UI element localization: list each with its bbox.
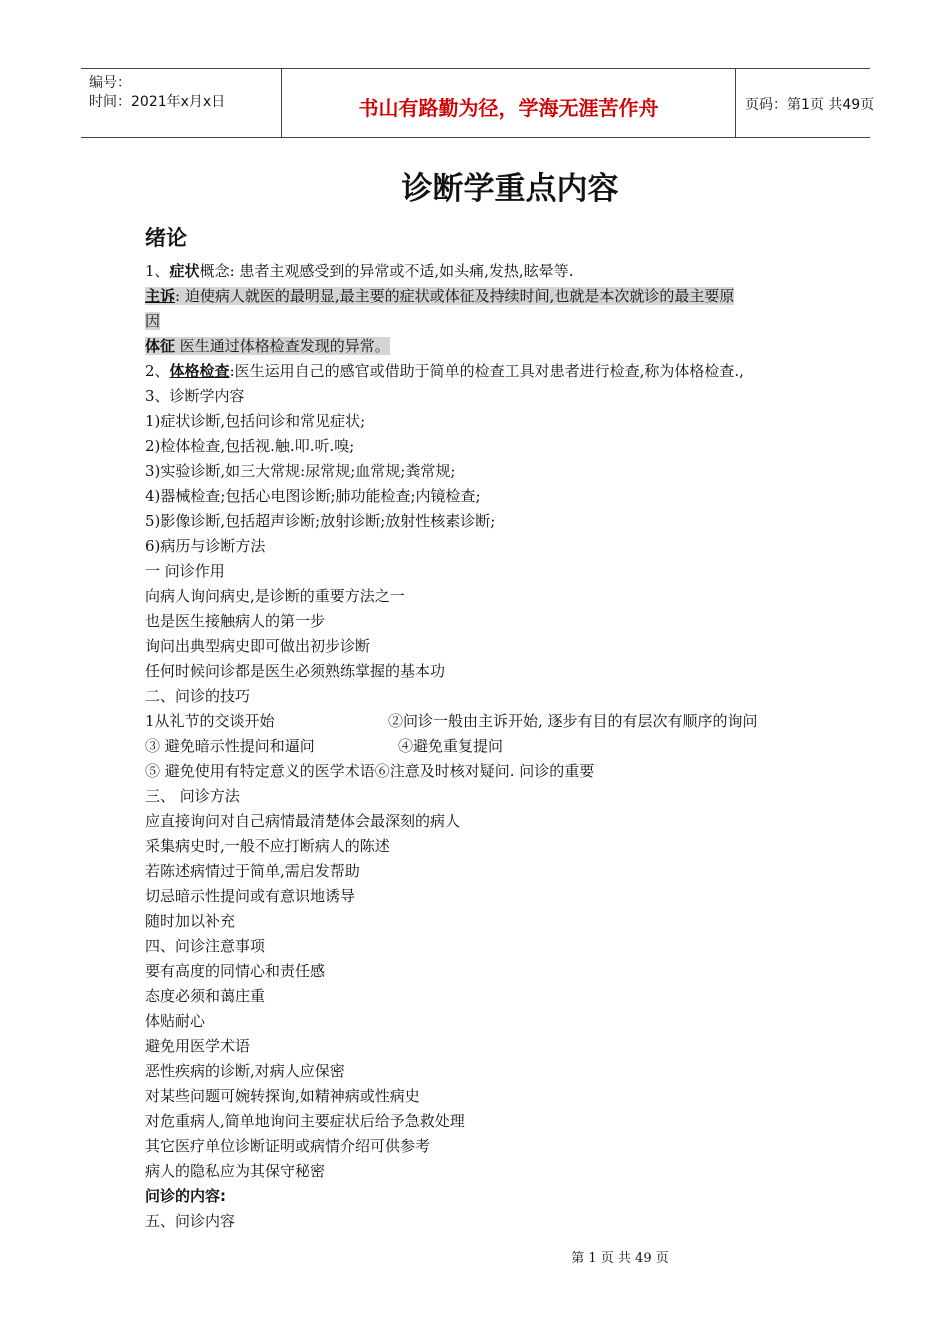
body-line: 三、 问诊方法	[145, 787, 240, 805]
body-line: 病人的隐私应为其保守秘密	[145, 1162, 326, 1180]
section-heading: 绪论	[145, 226, 187, 250]
body-line: 1、症状概念: 患者主观感受到的异常或不适,如头痛,发热,眩晕等.	[145, 262, 574, 280]
doc-code-label: 编号：	[89, 75, 131, 91]
body-line: 任何时候问诊都是医生必须熟练掌握的基本功	[145, 662, 446, 680]
body-line: 向病人询问病史,是诊断的重要方法之一	[145, 587, 405, 605]
body-line: 6)病历与诊断方法	[145, 537, 266, 555]
body-line: 对危重病人,简单地询问主要症状后给予急救处理	[145, 1112, 465, 1130]
body-line: 3)实验诊断,如三大常规:尿常规;血常规;粪常规;	[145, 462, 456, 480]
body-line: 四、问诊注意事项	[145, 937, 266, 955]
body-line: 若陈述病情过于简单,需启发帮助	[145, 862, 360, 880]
header-motto: 书山有路勤为径，学海无涯苦作舟	[358, 96, 659, 120]
body-line: 主诉: 迫使病人就医的最明显,最主要的症状或体征及持续时间,也就是本次就诊的最主要原	[145, 287, 735, 305]
document-title: 诊断学重点内容	[401, 171, 619, 207]
body-line: 态度必须和蔼庄重	[145, 987, 266, 1005]
body-line: 其它医疗单位诊断证明或病情介绍可供参考	[145, 1137, 431, 1155]
term-chief-complaint: 主诉	[145, 287, 176, 305]
body-line: 五、问诊内容	[145, 1212, 236, 1230]
body-line: 因	[145, 312, 161, 330]
body-line: 2)检体检查,包括视.触.叩.听.嗅;	[145, 437, 355, 455]
body-line: 2、体格检查:医生运用自己的感官或借助于简单的检查工具对患者进行检查,称为体格检查.,	[145, 362, 744, 380]
body-line: 随时加以补充	[145, 912, 236, 930]
body-line: 采集病史时,一般不应打断病人的陈述	[145, 837, 390, 855]
body-line: 5)影像诊断,包括超声诊断;放射诊断;放射性核素诊断;	[145, 512, 496, 530]
header-right-cell	[735, 69, 875, 137]
body-line: 应直接询问对自己病情最清楚体会最深刻的病人	[145, 812, 461, 830]
body-line: 要有高度的同情心和责任感	[145, 962, 326, 980]
body-line: 问诊的内容:	[145, 1187, 226, 1205]
body-line: 询问出典型病史即可做出初步诊断	[145, 637, 371, 655]
body-line: 避免用医学术语	[145, 1037, 251, 1055]
document-body	[145, 259, 825, 1234]
body-line: 对某些问题可婉转探询,如精神病或性病史	[145, 1087, 420, 1105]
body-line: ⑤ 避免使用有特定意义的医学术语⑥注意及时核对疑问. 问诊的重要	[145, 762, 595, 780]
body-line: 体征 医生通过体格检查发现的异常。	[145, 337, 390, 355]
body-line: 二、问诊的技巧	[145, 687, 251, 705]
doc-time-label: 时间：2021年x月x日	[89, 94, 226, 110]
body-line: 4)器械检查;包括心电图诊断;肺功能检查;内镜检查;	[145, 487, 481, 505]
term-symptom: 症状	[169, 262, 200, 280]
body-line: 也是医生接触病人的第一步	[145, 612, 326, 630]
header-left-cell	[81, 69, 281, 137]
body-line: 体贴耐心	[145, 1012, 206, 1030]
header-table	[81, 68, 875, 138]
term-sign: 体征	[145, 337, 176, 355]
body-line: 恶性疾病的诊断,对病人应保密	[145, 1062, 345, 1080]
header-page-label: 页码：第1页 共49页	[745, 97, 875, 113]
term-physical-exam: 体格检查	[169, 362, 230, 380]
body-line: 3、诊断学内容	[145, 387, 245, 405]
body-line: 切忌暗示性提问或有意识地诱导	[145, 887, 356, 905]
body-line: ③ 避免暗示性提问和逼问 ④避免重复提问	[145, 737, 504, 755]
header-center-cell	[281, 69, 736, 137]
body-line: 1从礼节的交谈开始 ②问诊一般由主诉开始, 逐步有目的有层次有顺序的询问	[145, 712, 758, 730]
body-line: 一 问诊作用	[145, 562, 225, 580]
page-footer: 第 1 页 共 49 页	[571, 1251, 669, 1266]
body-line: 1)症状诊断,包括问诊和常见症状;	[145, 412, 366, 430]
